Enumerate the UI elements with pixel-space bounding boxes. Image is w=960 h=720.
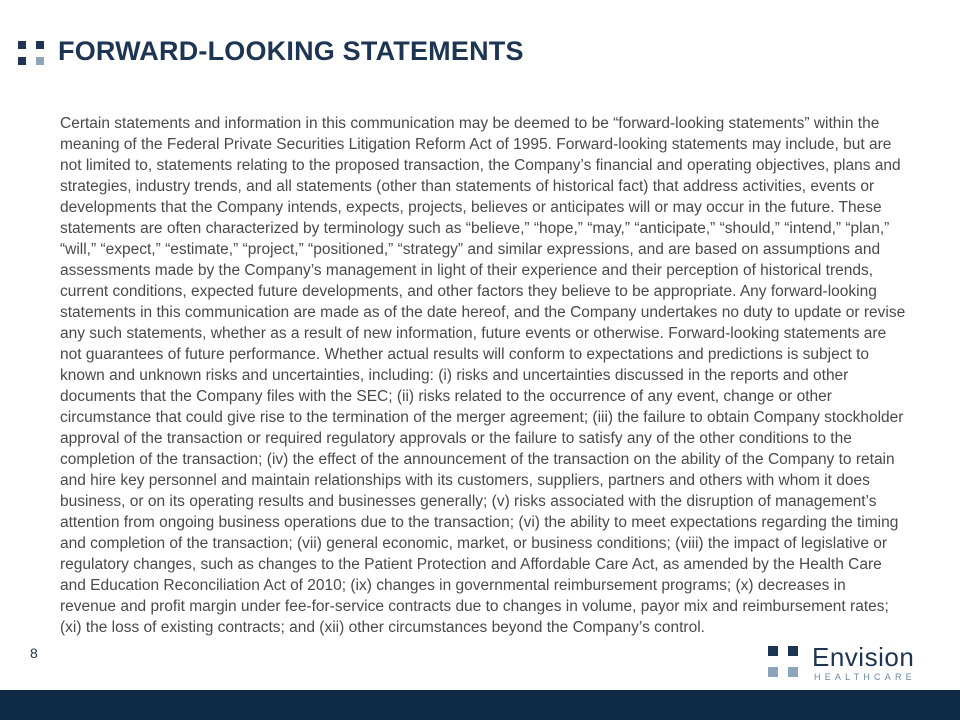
logo-subtitle: HEALTHCARE (814, 672, 916, 682)
logo-name: Envision (812, 642, 915, 672)
title-squares-icon (18, 41, 48, 67)
envision-logo (768, 642, 928, 685)
page-number: 8 (30, 645, 38, 661)
body-paragraph: Certain statements and information in this communication may be deemed to be “forward-looking statements” within the meaning of the Federal Private Securities Litigation Reform Act of 1995. Forward-looking statements may include, but are not limited to, statements relating to the proposed transaction, the Company’s financial and operating objectives, plans and strategies, industry trends, and all statements (other than statements of historical fact) that address activities, events or developments that the Company intends, expects, projects, believes or anticipates will or may occur in the future. These statements are often characterized by terminology such as “believe,” “hope,” “may,” “anticipate,” “should,” “intend,” “plan,” “will,” “expect,” “estimate,” “project,” “positioned,” “strategy” and similar expressions, and are based on assumptions and assessments made by the Company’s management in light of their experience and their perception of historical trends, current conditions, expected future developments, and other factors they believe to be appropriate. Any forward-looking statements in this communication are made as of the date hereof, and the Company undertakes no duty to update or revise any such statements, whether as a result of new information, future events or otherwise. Forward-looking statements are not guarantees of future performance. Whether actual results will conform to expectations and predictions is subject to known and unknown risks and uncertainties, including: (i) risks and uncertainties discussed in the reports and other documents that the Company files with the SEC; (ii) risks related to the occurrence of any event, change or other circumstance that could give rise to the termination of the merger agreement; (iii) the failure to obtain Company stockholder approval of the transaction or required regulatory approvals or the failure to satisfy any of the other conditions to the completion of the transaction; (iv) the effect of the announcement of the transaction on the ability of the Company to retain and hire key personnel and maintain relationships with its customers, suppliers, partners and others with whom it does business, or on its operating results and businesses generally; (v) risks associated with the disruption of management’s attention from ongoing business operations due to the transaction; (vi) the ability to meet expectations regarding the timing and completion of the transaction; (vii) general economic, market, or business conditions; (viii) the impact of legislative or regulatory changes, such as changes to the Patient Protection and Affordable Care Act, as amended by the Health Care and Education Reconciliation Act of 2010; (ix) changes in governmental reimbursement programs; (x) decreases in revenue and profit margin under fee-for-service contracts due to changes in volume, payor mix and reimbursement rates; (xi) the loss of existing contracts; and (xii) other circumstances beyond the Company’s control. (60, 115, 906, 636)
footer-bar (0, 690, 960, 720)
page-title: FORWARD-LOOKING STATEMENTS (58, 36, 524, 66)
logo-squares-icon (768, 645, 802, 679)
